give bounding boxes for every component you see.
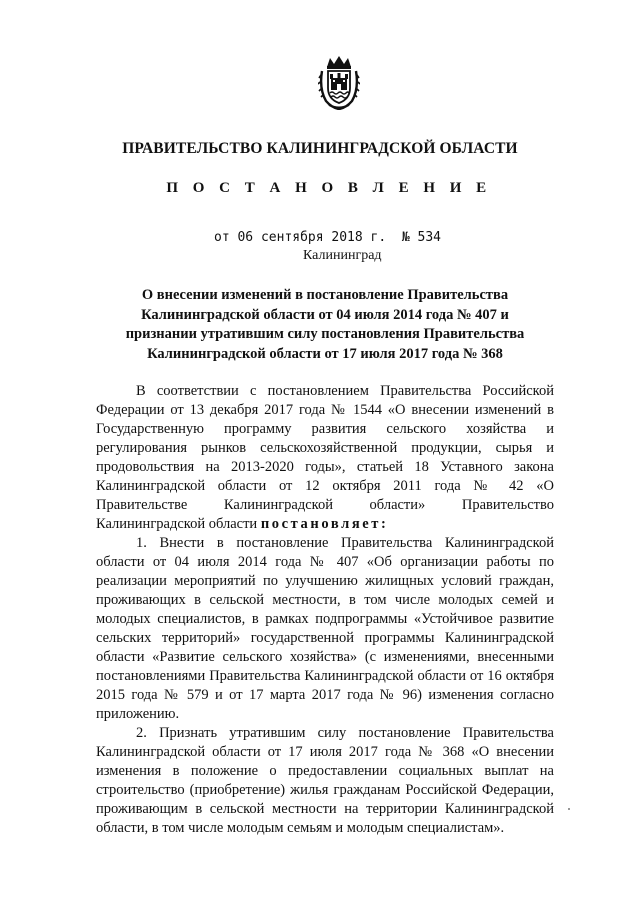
decree-word: постановляет: — [260, 516, 389, 532]
coat-of-arms-icon — [318, 55, 360, 110]
item-2-paragraph: 2. Признать утратившим силу постановление Правительства Калининградской области от 17 июля 2017 года № 368 «О внесении изменения в положение о предоставлении социальных выплат на строительство (приобретение) жилья гражданам Российской Федерации, проживающим в сельской местности на территории Калининградской области, в том числе молодым семьям и молодым специалистам». — [96, 725, 554, 836]
document-type-heading: П О С Т А Н О В Л Е Н И Е — [166, 180, 492, 196]
document-title: О внесении изменений в постановление Правительства Калининградской области от 04 июля 2014 года № 407 и признании утратившим силу постановления Правительства Калининградской области от 17 июля 2017 года № 368 — [125, 287, 525, 362]
organization-heading: ПРАВИТЕЛЬСТВО КАЛИНИНГРАДСКОЙ ОБЛАСТИ — [122, 140, 518, 157]
city: Калининград — [303, 248, 382, 263]
preamble-paragraph — [96, 382, 554, 534]
item-1-paragraph: 1. Внести в постановление Правительства Калининградской области от 04 июля 2014 года № 407 «Об организации работы по реализации мероприятий по улучшению жилищных условий граждан, проживающих в сельской местности, в том числе молодых семей и молодых специалистов, в рамках подпрограммы «Устойчивое развитие сельских территорий» государственной программы Калининградской области «Развитие сельского хозяйства» (с изменениями, внесенными постановлениями Правительства Калининградской области от 16 октября 2015 года № 579 и от 17 марта 2017 года № 96) изменения согласно приложению. — [96, 535, 554, 722]
preamble-text: В соответствии с постановлением Правительства Российской Федерации от 13 декабря 2017 года № 1544 «О внесении изменений в Государственную программу развития сельского хозяйства и регулирования рынков сельскохозяйственной продукции, сырья и продовольствия на 2013-2020 годы», статьей 18 Уставного закона Калининградской области от 12 октября 2011 года № 42 «О Правительстве Калининградской области» Правительство Калининградской области — [96, 383, 554, 532]
date-and-number: от 06 сентября 2018 г. № 534 — [214, 230, 441, 245]
scan-speck — [568, 808, 570, 810]
document-body — [96, 382, 554, 838]
